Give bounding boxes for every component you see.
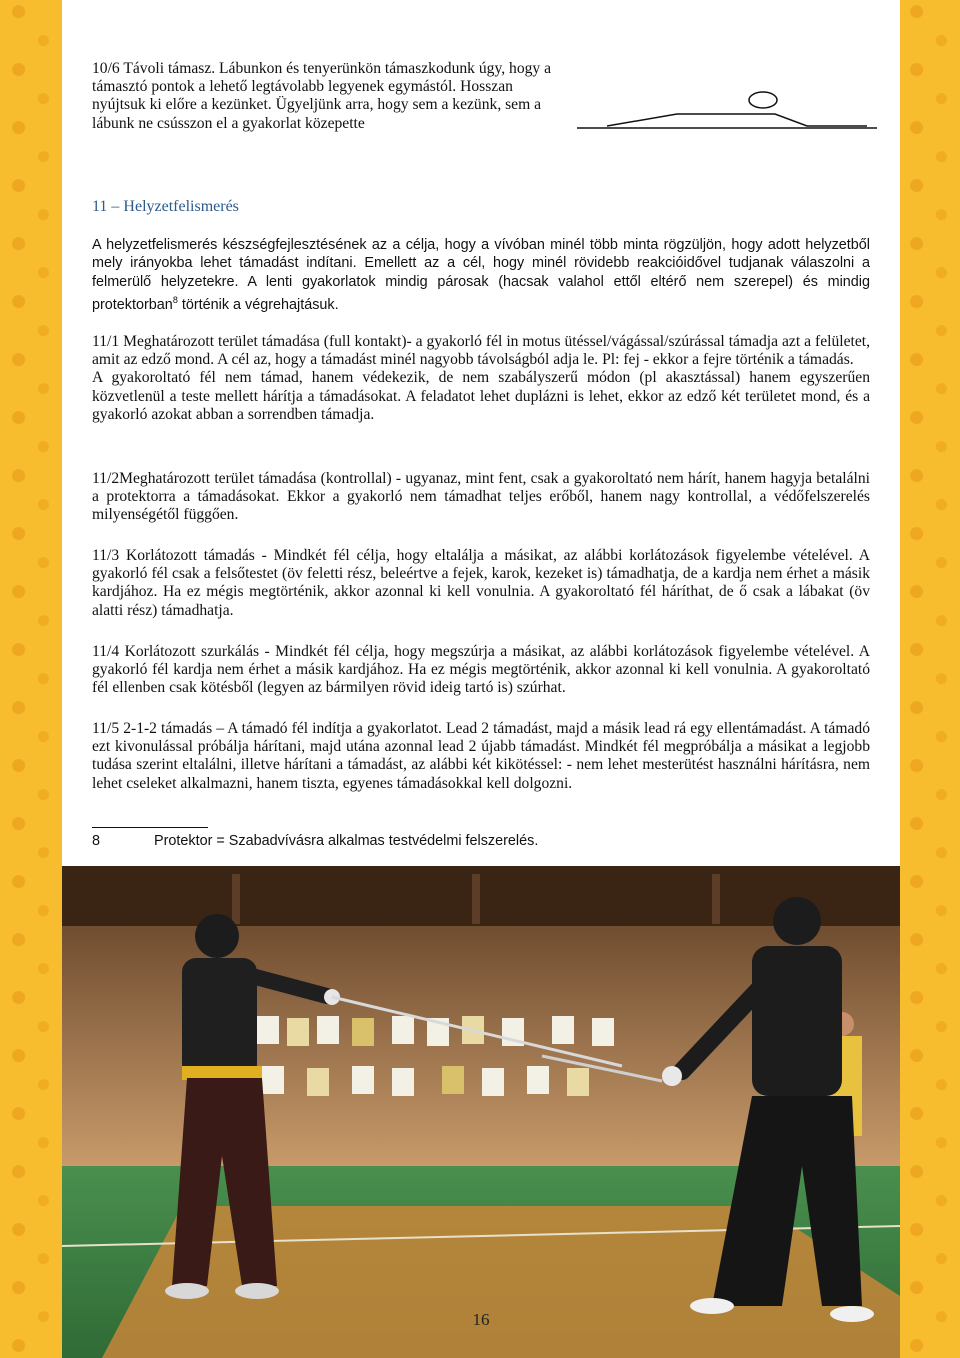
intro-text: 10/6 Távoli támasz. Lábunkon és tenyerünkön támaszkodunk úgy, hogy a támasztó pontok a lehető legtávolabb legyenek egymástól. Hosszan nyújtsuk ki előre a kezünket. Ügyeljünk arra, hogy sem a kezünk, sem a lábunk ne csússzon el a gyakorlat közepette bbox=[92, 60, 552, 132]
decorative-border-left bbox=[0, 0, 62, 1358]
exercise-11-3 bbox=[92, 547, 870, 620]
fencing-photo bbox=[62, 866, 900, 1358]
page bbox=[62, 0, 900, 1358]
description-part-a: A helyzetfelismerés készségfejlesztésének az a célja, hogy a vívóban minél több minta rögzüljön, hogy adott helyzetből mely irányokba lehet támadást indítani. Emellett az a cél, hogy minél rövidebb reakcióidővel tudjanak válaszolni a felmerülő helyzetekre. A lenti gyakorlatok mindig párosak (hacsak valahol ettől eltérő nem szerepel) és mindig protektorban bbox=[92, 237, 870, 313]
exercise-11-2 bbox=[92, 470, 870, 525]
section-description bbox=[92, 236, 870, 314]
stance-diagram bbox=[577, 88, 877, 136]
fencing-photo-illustration bbox=[62, 866, 900, 1358]
footnote-number: 8 bbox=[92, 833, 101, 849]
description-part-b: történik a végrehajtásuk. bbox=[177, 296, 339, 313]
page-number: 16 bbox=[472, 1310, 490, 1329]
section-title: 11 – Helyzetfelismerés bbox=[92, 198, 239, 215]
exercise-11-5 bbox=[92, 720, 870, 793]
intro-paragraph bbox=[92, 60, 562, 133]
head-shape bbox=[749, 92, 777, 108]
footnote-ref: 8 bbox=[172, 294, 178, 305]
body-outline bbox=[607, 114, 867, 126]
footnote-divider bbox=[92, 827, 208, 828]
decorative-border-right bbox=[898, 0, 960, 1358]
exercise-text: 11/1 Meghatározott terület támadása (full kontakt)- a gyakorló fél in motus ütéssel/vágással/szúrással támadja azt a felületet, amit az edző mond. A cél az, hogy a támadást minél nagyobb távolságból adja le. Pl: fej - ekkor a fejre történik a támadás. bbox=[92, 333, 870, 369]
footnote-text: Protektor = Szabadvívásra alkalmas testvédelmi felszerelés. bbox=[154, 833, 539, 849]
footnote bbox=[92, 833, 692, 849]
exercise-11-4 bbox=[92, 643, 870, 698]
exercise-text: 11/2Meghatározott terület támadása (kontrollal) - ugyanaz, mint fent, csak a gyakoroltató nem hárít, hanem hagyja betalálni a protektorra a támadásokat. Ekkor a gyakorló nem támadhat teljes erőből, hanem nagy kontrollal, a védőfelszerelés milyenségétől függően. bbox=[92, 470, 870, 524]
exercise-text: 11/5 2-1-2 támadás – A támadó fél indítja a gyakorlatot. Lead 2 támadást, majd a másik lead rá egy ellentámadást. A támadó ezt kivonulással próbálja hárítani, majd utána azonnal lead 2 újabb támadást. Mindkét fél megpróbálja a másikat a legjobb tudása szerint eltalálni, illetve hárítani a támadást, az alábbi két kikötéssel: - nem lehet mesterütést használni hárításra, nem lehet cseleket alkalmazni, hanem tiszta, egyenes támadásokkal kell dolgozni. bbox=[92, 720, 870, 792]
exercise-text: 11/3 Korlátozott támadás - Mindkét fél célja, hogy eltalálja a másikat, az alábbi korlátozások figyelembe vételével. A gyakorló fél csak a felsőtestet (öv feletti rész, beleértve a fejek, karok, kezeket is) támadhatja, de a kardja nem érhet a másik kardjához. Ha ez mégis megtörténik, akkor azonnal ki kell vonulnia. A gyakoroltató fél háríthat, de ő csak a lábakat (öv alatti rész) támadhatja. bbox=[92, 547, 870, 619]
exercise-text: 11/4 Korlátozott szurkálás - Mindkét fél célja, hogy megszúrja a másikat, az alábbi korlátozások figyelembe vételével. A gyakorló fél kardja nem érhet a másik kardjához. Ha ez mégis megtörténik, akkor azonnal ki kell vonulnia. A gyakoroltató fél ellenben csak kötésből (legyen az bármilyen rövid ideig tartó is) szúrhat. bbox=[92, 643, 870, 697]
exercise-11-1 bbox=[92, 333, 870, 424]
exercise-text-continued: A gyakoroltató fél nem támad, hanem védekezik, de nem szabályszerű módon (pl akasztással) hanem egyszerűen közvetlenül a teste mellett hárítja a támadásokat. A feladatot lehet duplázni is lehet, ekkor az edző két területet mond, és a gyakorló azokat abban a sorrendben támadja. bbox=[92, 369, 870, 423]
